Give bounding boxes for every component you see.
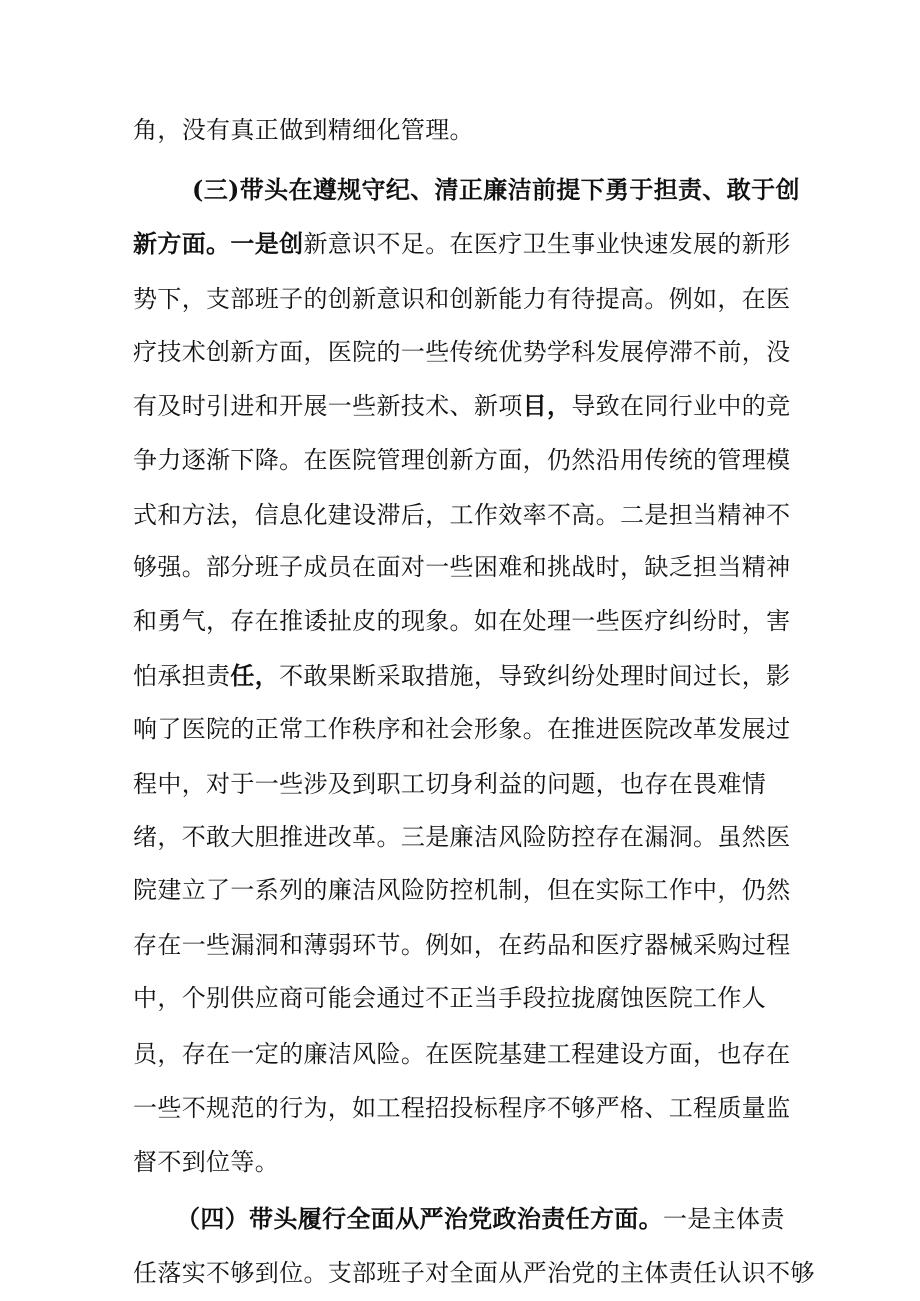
text-line <box>133 606 790 636</box>
text-segment: 存在一些漏洞和薄弱环节。例如，在药品和医疗器械采购过程 <box>133 931 791 959</box>
text-segment: 疗技术创新方面，医院的一些传统优势学科发展停滞不前，没 <box>133 338 791 366</box>
text-segment: 争力逐渐下降。在医院管理创新方面，仍然沿用传统的管理模 <box>133 446 791 474</box>
text-segment: 够强。部分班子成员在面对一些困难和挑战时，缺乏担当精神 <box>133 553 791 581</box>
text-line <box>133 769 766 799</box>
text-line <box>133 500 790 530</box>
bold-text-segment: 新方面。一是创 <box>133 229 304 258</box>
text-line <box>133 1147 279 1177</box>
text-line <box>133 337 790 367</box>
text-segment: 督不到位等。 <box>133 1148 280 1176</box>
text-line <box>133 391 790 421</box>
text-segment: 有及时引进和开展一些新技术、新项 <box>133 392 523 420</box>
text-segment: 绪，不敢大胆推进改革。三是廉洁风险防控存在漏洞。虽然医 <box>133 823 791 851</box>
text-segment: 和勇气，存在推诿扯皮的现象。如在处理一些医疗纠纷时，害 <box>133 607 791 635</box>
text-segment: 中，个别供应商可能会通过不正当手段拉拢腐蚀医院工作人 <box>133 984 767 1012</box>
bold-text-segment: 任， <box>230 661 280 690</box>
text-segment: 势下，支部班子的创新意识和创新能力有待提高。例如，在医 <box>133 285 791 313</box>
text-line <box>176 1204 785 1234</box>
text-segment: 怕承担责 <box>133 662 231 690</box>
bold-text-segment: 目， <box>522 391 572 420</box>
text-segment: 角，没有真正做到精细化管理。 <box>133 116 474 144</box>
text-line <box>133 229 790 259</box>
text-line <box>133 284 790 314</box>
text-line <box>133 661 790 691</box>
text-segment: 新意识不足。在医疗卫生事业快速发展的新形 <box>303 230 791 258</box>
text-line <box>133 1258 815 1288</box>
text-line <box>133 1093 790 1123</box>
text-line <box>133 822 790 852</box>
text-segment: 一些不规范的行为，如工程招投标程序不够严格、工程质量监 <box>133 1094 791 1122</box>
text-segment: 式和方法，信息化建设滞后，工作效率不高。二是担当精神不 <box>133 501 791 529</box>
text-line <box>133 115 474 145</box>
text-line <box>133 552 790 582</box>
text-segment: 程中，对于一些涉及到职工切身利益的问题，也存在畏难情 <box>133 770 767 798</box>
text-segment: 院建立了一系列的廉洁风险防控机制，但在实际工作中，仍然 <box>133 876 791 904</box>
text-segment: 不敢果断采取措施，导致纠纷处理时间过长，影 <box>279 662 791 690</box>
text-segment: 一是主体责 <box>663 1205 785 1233</box>
text-line <box>192 175 800 205</box>
bold-text-segment: （四）带头履行全面从严治党政治责任方面。 <box>176 1204 663 1233</box>
text-line <box>133 445 790 475</box>
text-line <box>133 930 790 960</box>
text-segment: 员，存在一定的廉洁风险。在医院基建工程建设方面，也存在 <box>133 1040 791 1068</box>
text-line <box>133 714 790 744</box>
text-line <box>133 983 766 1013</box>
text-segment: 导致在同行业中的竞 <box>571 392 791 420</box>
text-segment: 响了医院的正常工作秩序和社会形象。在推进医院改革发展过 <box>133 715 791 743</box>
bold-text-segment: (三)带头在遵规守纪、清正廉洁前提下勇于担责、敢于创 <box>192 175 800 204</box>
text-segment: 任落实不够到位。支部班子对全面从严治党的主体责任认识不够 <box>133 1259 815 1287</box>
text-line <box>133 1039 790 1069</box>
text-line <box>133 875 790 905</box>
